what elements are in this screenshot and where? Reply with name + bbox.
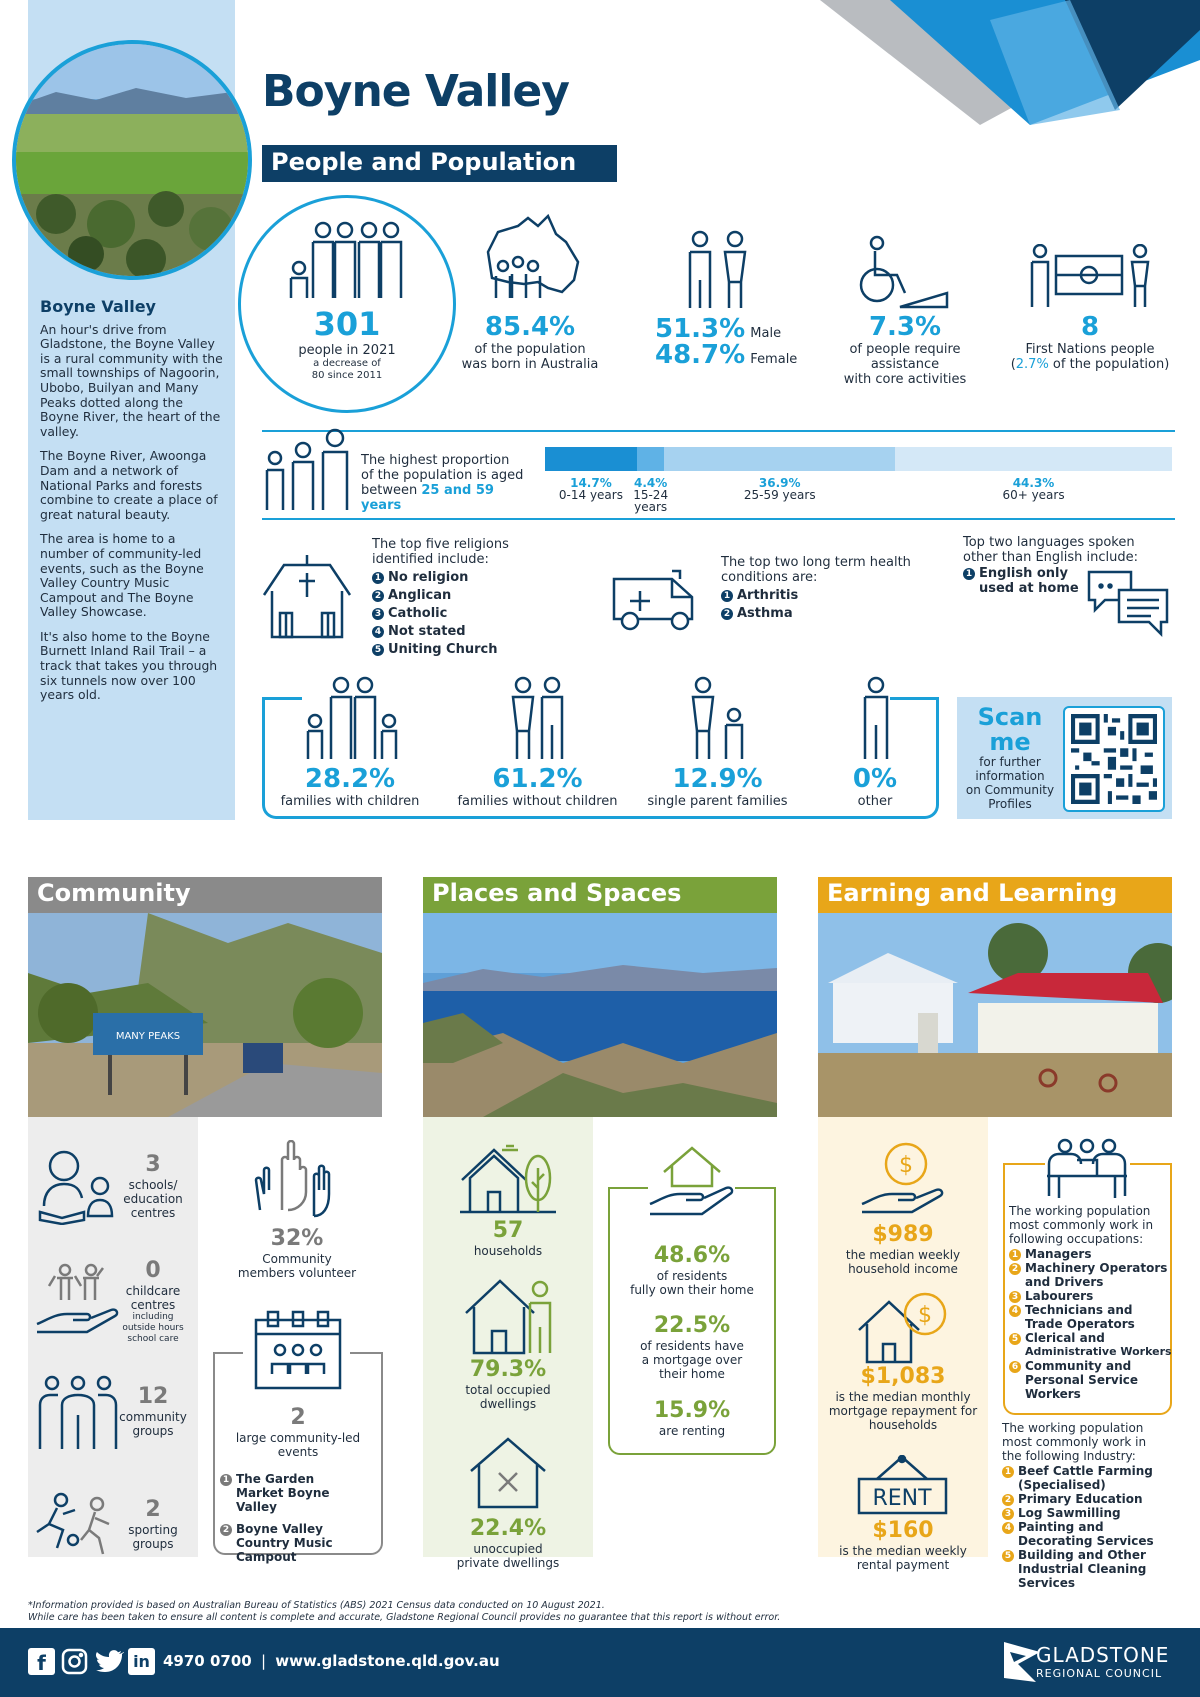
- family-stat: [455, 764, 620, 809]
- sporting-value: 2: [145, 1497, 161, 1522]
- community-photo: [28, 913, 382, 1117]
- age-label-0-14: [546, 477, 636, 501]
- events-stat: [213, 1405, 383, 1459]
- childcare-value: 0: [145, 1258, 161, 1283]
- instagram-icon[interactable]: [61, 1648, 88, 1675]
- born-australia-value: 85.4%: [484, 312, 576, 342]
- earning-header: Earning and Learning: [818, 877, 1172, 913]
- male-value: 51.3%: [655, 314, 746, 344]
- industry-name: (Specialised): [1018, 1478, 1106, 1492]
- sidebar-paragraph: The Boyne River, Awoonga Dam and a network of National Parks and forests combine to create a place of great natural beauty.: [40, 448, 218, 522]
- rent-label: is the median weekly: [839, 1544, 967, 1558]
- schools-stat: [118, 1152, 188, 1220]
- income-label: household income: [848, 1262, 958, 1276]
- twitter-icon[interactable]: [94, 1648, 124, 1675]
- earning-photo: [818, 913, 1172, 1117]
- occupations-box-top-right: [1130, 1163, 1172, 1165]
- family-label: families without children: [457, 794, 618, 809]
- volunteer-stat: [222, 1226, 372, 1280]
- events-box-top-right: [350, 1352, 383, 1354]
- housing-box-top-left: [608, 1187, 648, 1189]
- own-stat: [612, 1243, 772, 1297]
- event-name: Valley: [236, 1500, 277, 1514]
- religion-name: Anglican: [388, 588, 452, 603]
- age-bar-segment: [895, 447, 1172, 471]
- family-stat: [640, 764, 795, 809]
- unoccupied-label: private dwellings: [456, 1556, 560, 1570]
- mortgage-residents-label: a mortgage over: [641, 1353, 743, 1367]
- assistance-label: of people require: [849, 342, 961, 357]
- single-parent-icon: [688, 675, 748, 760]
- occupations-list: [1009, 1204, 1174, 1401]
- event-name: Boyne Valley: [236, 1522, 323, 1536]
- religion-list: [372, 537, 552, 659]
- health-intro: conditions are:: [721, 570, 818, 585]
- money-hand-icon: [860, 1140, 945, 1220]
- groups-label: community: [119, 1410, 187, 1424]
- ambulance-icon: [610, 565, 705, 633]
- age-highlight: 25 and 59 years: [361, 483, 494, 513]
- page-title: Boyne Valley: [262, 66, 569, 117]
- event-name: Campout: [236, 1550, 297, 1564]
- sidebar-paragraph: An hour's drive from Gladstone, the Boyne Valley is a rural community with the small townships of Nagoorin, Ubobo, Builyan and Many Peaks dotted along the Boyne River, the heart of the valley.: [40, 321, 223, 439]
- speech-bubbles-icon: [1085, 568, 1170, 640]
- single-person-icon: [860, 675, 892, 760]
- industry-name: Services: [1018, 1576, 1076, 1590]
- occupied-label: total occupied: [465, 1383, 551, 1397]
- family-label: other: [857, 794, 893, 809]
- mortgage-repayment-label: households: [868, 1418, 938, 1432]
- many-peaks-sign-text: MANY PEAKS: [115, 1031, 181, 1042]
- age-rule-top: [262, 430, 1175, 432]
- svg-text:$: $: [918, 1303, 932, 1328]
- households-label: households: [473, 1244, 543, 1258]
- house-dollar-icon: [855, 1290, 950, 1365]
- industry-item: 4 Painting and: [1002, 1520, 1172, 1534]
- first-nations-flag-icon: [1030, 244, 1150, 309]
- rent-label: rental payment: [856, 1558, 950, 1572]
- paren: (: [1010, 357, 1016, 372]
- occupation-name: Personal Service: [1025, 1373, 1139, 1387]
- age-text-line: of the population is aged: [361, 468, 524, 483]
- age-text-line: [361, 483, 536, 513]
- schools-label: education: [123, 1192, 183, 1206]
- renting-label: are renting: [658, 1424, 726, 1438]
- first-nations-pct-line: [1010, 357, 1170, 372]
- schools-label: centres: [130, 1206, 176, 1220]
- scan-me-text: [960, 705, 1060, 811]
- childcare-stat: [118, 1258, 188, 1345]
- family-value: 61.2%: [492, 764, 583, 794]
- unoccupied-value: 22.4%: [469, 1516, 547, 1541]
- male-female-icon: [685, 230, 750, 310]
- age-pct: 44.3%: [1012, 476, 1055, 490]
- events-label: events: [277, 1445, 319, 1459]
- religion-name: Not stated: [388, 624, 466, 639]
- assistance-value: 7.3%: [868, 312, 942, 342]
- age-rule-bottom: [262, 518, 1175, 520]
- event-name: Country Music: [236, 1536, 333, 1550]
- footer-contact: [163, 1652, 500, 1670]
- australia-map-icon: [478, 212, 588, 302]
- scan-line: for further: [979, 755, 1041, 769]
- age-range: 25-59 years: [743, 488, 816, 502]
- events-value: 2: [290, 1405, 306, 1430]
- gender-stat: [655, 314, 805, 370]
- industry-name: Primary Education: [1018, 1492, 1143, 1506]
- family-stat: [835, 764, 915, 809]
- boyne-valley-photo: [12, 40, 252, 280]
- family-value: 28.2%: [304, 764, 396, 794]
- age-range: 60+ years: [1002, 488, 1065, 502]
- age-pct: 36.9%: [758, 476, 801, 490]
- industry-item: 3 Log Sawmilling: [1002, 1506, 1172, 1520]
- occupation-name: Clerical and: [1025, 1331, 1105, 1345]
- mortgage-residents-stat: [612, 1313, 772, 1381]
- occupation-name: Machinery Operators: [1025, 1261, 1168, 1275]
- born-australia-label: of the population: [474, 342, 586, 357]
- own-label: fully own their home: [630, 1283, 754, 1297]
- council-name: GLADSTONE: [1036, 1643, 1170, 1667]
- own-label: of residents: [656, 1269, 728, 1283]
- occupation-name: Technicians and: [1025, 1303, 1133, 1317]
- occupation-item: 1 Managers: [1009, 1247, 1174, 1261]
- population-sub1: a decrease of: [313, 358, 381, 369]
- occupations-intro: most commonly work in: [1009, 1218, 1154, 1232]
- sporting-label: sporting: [128, 1523, 178, 1537]
- volunteer-value: 32%: [270, 1226, 324, 1251]
- community-groups-icon: [38, 1375, 118, 1455]
- schools-value: 3: [145, 1152, 161, 1177]
- industry-intro: most commonly work in: [1002, 1435, 1147, 1449]
- assistance-label: with core activities: [843, 372, 967, 387]
- industry-item: 2 Primary Education: [1002, 1492, 1172, 1506]
- language-name: English only: [979, 566, 1068, 581]
- mortgage-residents-label: of residents have: [640, 1339, 744, 1353]
- population-value: 301: [313, 305, 381, 343]
- population-label: people in 2021: [298, 343, 396, 358]
- language-item: 1 English only: [963, 566, 1163, 581]
- mortgage-residents-label: their home: [659, 1367, 725, 1381]
- linkedin-icon[interactable]: in: [128, 1648, 155, 1675]
- events-list: [220, 1472, 380, 1564]
- male-label: Male: [750, 326, 782, 341]
- rent-stat: [828, 1518, 978, 1572]
- female-value: 48.7%: [655, 340, 746, 370]
- health-item: 2 Asthma: [721, 605, 921, 623]
- events-label: large community-led: [235, 1431, 361, 1445]
- family-value: 12.9%: [672, 764, 763, 794]
- occupation-item: 3 Labourers: [1009, 1289, 1174, 1303]
- occupation-name: Managers: [1025, 1247, 1092, 1261]
- families-box-top-right: [890, 697, 939, 700]
- industry-intro: The working population: [1002, 1421, 1144, 1435]
- family-icon: [285, 220, 405, 300]
- family-stat: [270, 764, 430, 809]
- groups-value: 12: [137, 1384, 169, 1409]
- occupations-box-top-left: [1003, 1163, 1045, 1165]
- childcare-sub: including: [132, 1312, 174, 1322]
- family-without-children-icon: [508, 675, 568, 760]
- industry-name: Painting and: [1018, 1520, 1104, 1534]
- occupation-name: Administrative Workers: [1025, 1345, 1172, 1358]
- rent-value: $160: [872, 1518, 934, 1543]
- religion-intro: The top five religions: [372, 537, 509, 552]
- religion-item: 1 No religion: [372, 569, 552, 587]
- female-label: Female: [750, 352, 798, 367]
- age-text: [361, 453, 536, 513]
- income-stat: [828, 1222, 978, 1276]
- footer-separator: |: [260, 1652, 267, 1670]
- age-label-25-59: [720, 477, 840, 501]
- income-value: $989: [872, 1222, 934, 1247]
- industry-name: Log Sawmilling: [1018, 1506, 1121, 1520]
- health-list: [721, 555, 921, 623]
- language-name-2: used at home: [979, 581, 1079, 596]
- first-nations-label: First Nations people: [1025, 342, 1155, 357]
- childcare-icon: [35, 1262, 120, 1337]
- event-item: 1 The Garden: [220, 1472, 380, 1486]
- scan-line: on Community: [965, 783, 1055, 797]
- industry-list: [1002, 1421, 1172, 1590]
- health-condition: Arthritis: [737, 588, 799, 603]
- disclaimer-line: *Information provided is based on Australian Bureau of Statistics (ABS) 2021 Census data conducted on 10 August 2021.: [28, 1600, 605, 1611]
- scan-title: me: [989, 728, 1031, 756]
- age-people-icon: [263, 428, 353, 512]
- industry-name: Industrial Cleaning: [1018, 1562, 1147, 1576]
- unoccupied-stat: [433, 1516, 583, 1570]
- health-intro: The top two long term health: [721, 555, 911, 570]
- places-header: Places and Spaces: [423, 877, 777, 913]
- occupation-item: 2 Machinery Operators: [1009, 1261, 1174, 1275]
- family-label: single parent families: [647, 794, 788, 809]
- population-sub2: 80 since 2011: [311, 370, 383, 381]
- childcare-sub: outside hours: [122, 1323, 184, 1333]
- sporting-label: groups: [132, 1537, 174, 1551]
- occupied-value: 79.3%: [469, 1357, 547, 1382]
- occupation-name: and Drivers: [1025, 1275, 1104, 1289]
- age-labels: [545, 477, 1172, 517]
- language-intro: other than English include:: [963, 550, 1138, 565]
- religion-name: Catholic: [388, 606, 448, 621]
- disclaimer-line: While care has been taken to ensure all content is complete and accurate, Gladstone Regional Council provides no guarantee that this report is without error.: [28, 1612, 781, 1623]
- mortgage-repayment-label: mortgage repayment for: [828, 1404, 978, 1418]
- scan-line: Profiles: [988, 797, 1032, 811]
- sporting-stat: [118, 1497, 188, 1551]
- volunteer-hands-icon: [252, 1140, 342, 1220]
- industry-name: Decorating Services: [1018, 1534, 1154, 1548]
- first-nations-pct: 2.7%: [1015, 357, 1049, 372]
- industry-name: Building and Other: [1018, 1548, 1146, 1562]
- church-icon: [262, 555, 352, 640]
- occupied-house-icon: [462, 1275, 557, 1355]
- event-item: 2 Boyne Valley: [220, 1522, 380, 1536]
- event-name: The Garden: [236, 1472, 315, 1486]
- sporting-icon: [35, 1492, 120, 1557]
- footer-phone[interactable]: 4970 0700: [163, 1652, 252, 1670]
- age-label-15-24: [631, 477, 671, 513]
- first-nations-pct-rest: of the population): [1048, 357, 1170, 372]
- wheelchair-icon: [855, 235, 950, 310]
- age-text-part: between: [361, 483, 422, 498]
- family-with-children-icon: [305, 675, 400, 760]
- households-stat: [433, 1218, 583, 1258]
- age-bar-segment: [637, 447, 665, 471]
- religion-item: 4 Not stated: [372, 623, 552, 641]
- occupation-name: Community and: [1025, 1359, 1132, 1373]
- office-meeting-icon: [1045, 1138, 1130, 1200]
- occupation-item: 6 Community and: [1009, 1359, 1174, 1373]
- groups-label: groups: [132, 1424, 174, 1438]
- unoccupied-house-icon: [467, 1435, 549, 1510]
- house-in-hand-icon: [648, 1142, 736, 1222]
- occupation-name: Workers: [1025, 1387, 1081, 1401]
- own-value: 48.6%: [653, 1243, 731, 1268]
- age-range: 15-24 years: [633, 488, 669, 514]
- industry-item: 1 Beef Cattle Farming: [1002, 1464, 1172, 1478]
- age-pct: 4.4%: [634, 476, 668, 490]
- religion-intro: identified include:: [372, 552, 489, 567]
- schools-label: schools/: [128, 1178, 178, 1192]
- occupations-intro: The working population: [1009, 1204, 1151, 1218]
- age-bar-segment: [664, 447, 895, 471]
- council-logo-text: [1036, 1643, 1169, 1680]
- occupied-stat: [433, 1357, 583, 1411]
- first-nations-stat: [1010, 312, 1170, 372]
- religion-name: No religion: [388, 570, 469, 585]
- section-title-people: People and Population: [262, 145, 617, 182]
- industry-item: 5 Building and Other: [1002, 1548, 1172, 1562]
- sidebar-paragraph: The area is home to a number of community-led events, such as the Boyne Valley Country Music Campout and The Boyne Valley Showcase.: [40, 531, 204, 620]
- childcare-label: childcare: [125, 1284, 181, 1298]
- rent-sign-text: RENT: [872, 1486, 932, 1511]
- language-intro: Top two languages spoken: [963, 535, 1135, 550]
- volunteer-label: members volunteer: [237, 1266, 357, 1280]
- age-text-line: The highest proportion: [361, 453, 510, 468]
- house-tree-icon: [458, 1140, 558, 1215]
- corner-decoration: [820, 0, 1200, 125]
- religion-name: Uniting Church: [388, 642, 498, 657]
- sidebar-paragraph: It's also home to the Boyne Burnett Inland Rail Trail – a track that takes you through six tunnels now over 100 years old.: [40, 628, 218, 703]
- scan-title: Scan: [977, 703, 1043, 731]
- education-icon: [38, 1150, 118, 1225]
- childcare-sub: school care: [127, 1334, 179, 1344]
- facebook-icon[interactable]: f: [28, 1648, 55, 1675]
- renting-value: 15.9%: [653, 1398, 731, 1423]
- health-item: 1 Arthritis: [721, 587, 921, 605]
- mortgage-repayment-label: is the median monthly: [835, 1390, 971, 1404]
- age-bar-segment: [545, 447, 637, 471]
- mortgage-repayment-stat: [823, 1364, 983, 1432]
- population-stat: [238, 305, 456, 382]
- industry-intro: the following Industry:: [1002, 1449, 1136, 1463]
- footer-website-link[interactable]: www.gladstone.qld.gov.au: [275, 1652, 500, 1670]
- family-value: 0%: [852, 764, 898, 794]
- born-australia-stat: [460, 312, 600, 372]
- qr-code[interactable]: [1063, 706, 1165, 812]
- scan-line: information: [975, 769, 1045, 783]
- groups-stat: [118, 1384, 188, 1438]
- council-subname: REGIONAL COUNCIL: [1036, 1667, 1163, 1680]
- occupied-label: dwellings: [479, 1397, 537, 1411]
- event-name: Market Boyne: [236, 1486, 330, 1500]
- family-label: families with children: [280, 794, 420, 809]
- unoccupied-label: unoccupied: [473, 1542, 543, 1556]
- first-nations-value: 8: [1080, 312, 1100, 342]
- places-photo: [423, 913, 777, 1117]
- volunteer-label: Community: [262, 1252, 332, 1266]
- occupation-item: 4 Technicians and: [1009, 1303, 1174, 1317]
- sidebar-heading: Boyne Valley: [40, 297, 156, 316]
- rent-sign-icon: [855, 1455, 950, 1517]
- community-header: Community: [28, 877, 382, 913]
- industry-name: Beef Cattle Farming: [1018, 1464, 1153, 1478]
- mortgage-residents-value: 22.5%: [653, 1313, 731, 1338]
- age-label-60-plus: [974, 477, 1094, 501]
- disclaimer: [28, 1600, 928, 1624]
- occupation-name: Trade Operators: [1025, 1317, 1135, 1331]
- households-value: 57: [492, 1218, 524, 1243]
- assistance-label: assistance: [870, 357, 940, 372]
- religion-item: 3 Catholic: [372, 605, 552, 623]
- svg-text:$: $: [899, 1153, 913, 1178]
- occupation-name: Labourers: [1025, 1289, 1094, 1303]
- age-pct: 14.7%: [570, 476, 612, 490]
- born-australia-label: was born in Australia: [461, 357, 599, 372]
- childcare-label: centres: [130, 1298, 176, 1312]
- occupation-item: 5 Clerical and: [1009, 1331, 1174, 1345]
- calendar-event-icon: [254, 1310, 342, 1390]
- assistance-stat: [830, 312, 980, 387]
- mortgage-repayment-value: $1,083: [860, 1364, 946, 1389]
- age-distribution-bar: [545, 447, 1172, 471]
- religion-item: 2 Anglican: [372, 587, 552, 605]
- occupations-intro: following occupations:: [1009, 1232, 1144, 1246]
- health-condition: Asthma: [737, 606, 793, 621]
- families-box-top-left: [262, 697, 302, 700]
- sidebar-text: [40, 297, 225, 713]
- events-box-top-left: [213, 1352, 243, 1354]
- religion-item: 5 Uniting Church: [372, 641, 552, 659]
- age-range: 0-14 years: [558, 488, 623, 502]
- renting-stat: [612, 1398, 772, 1438]
- income-label: the median weekly: [845, 1248, 961, 1262]
- housing-box-top-right: [735, 1187, 776, 1189]
